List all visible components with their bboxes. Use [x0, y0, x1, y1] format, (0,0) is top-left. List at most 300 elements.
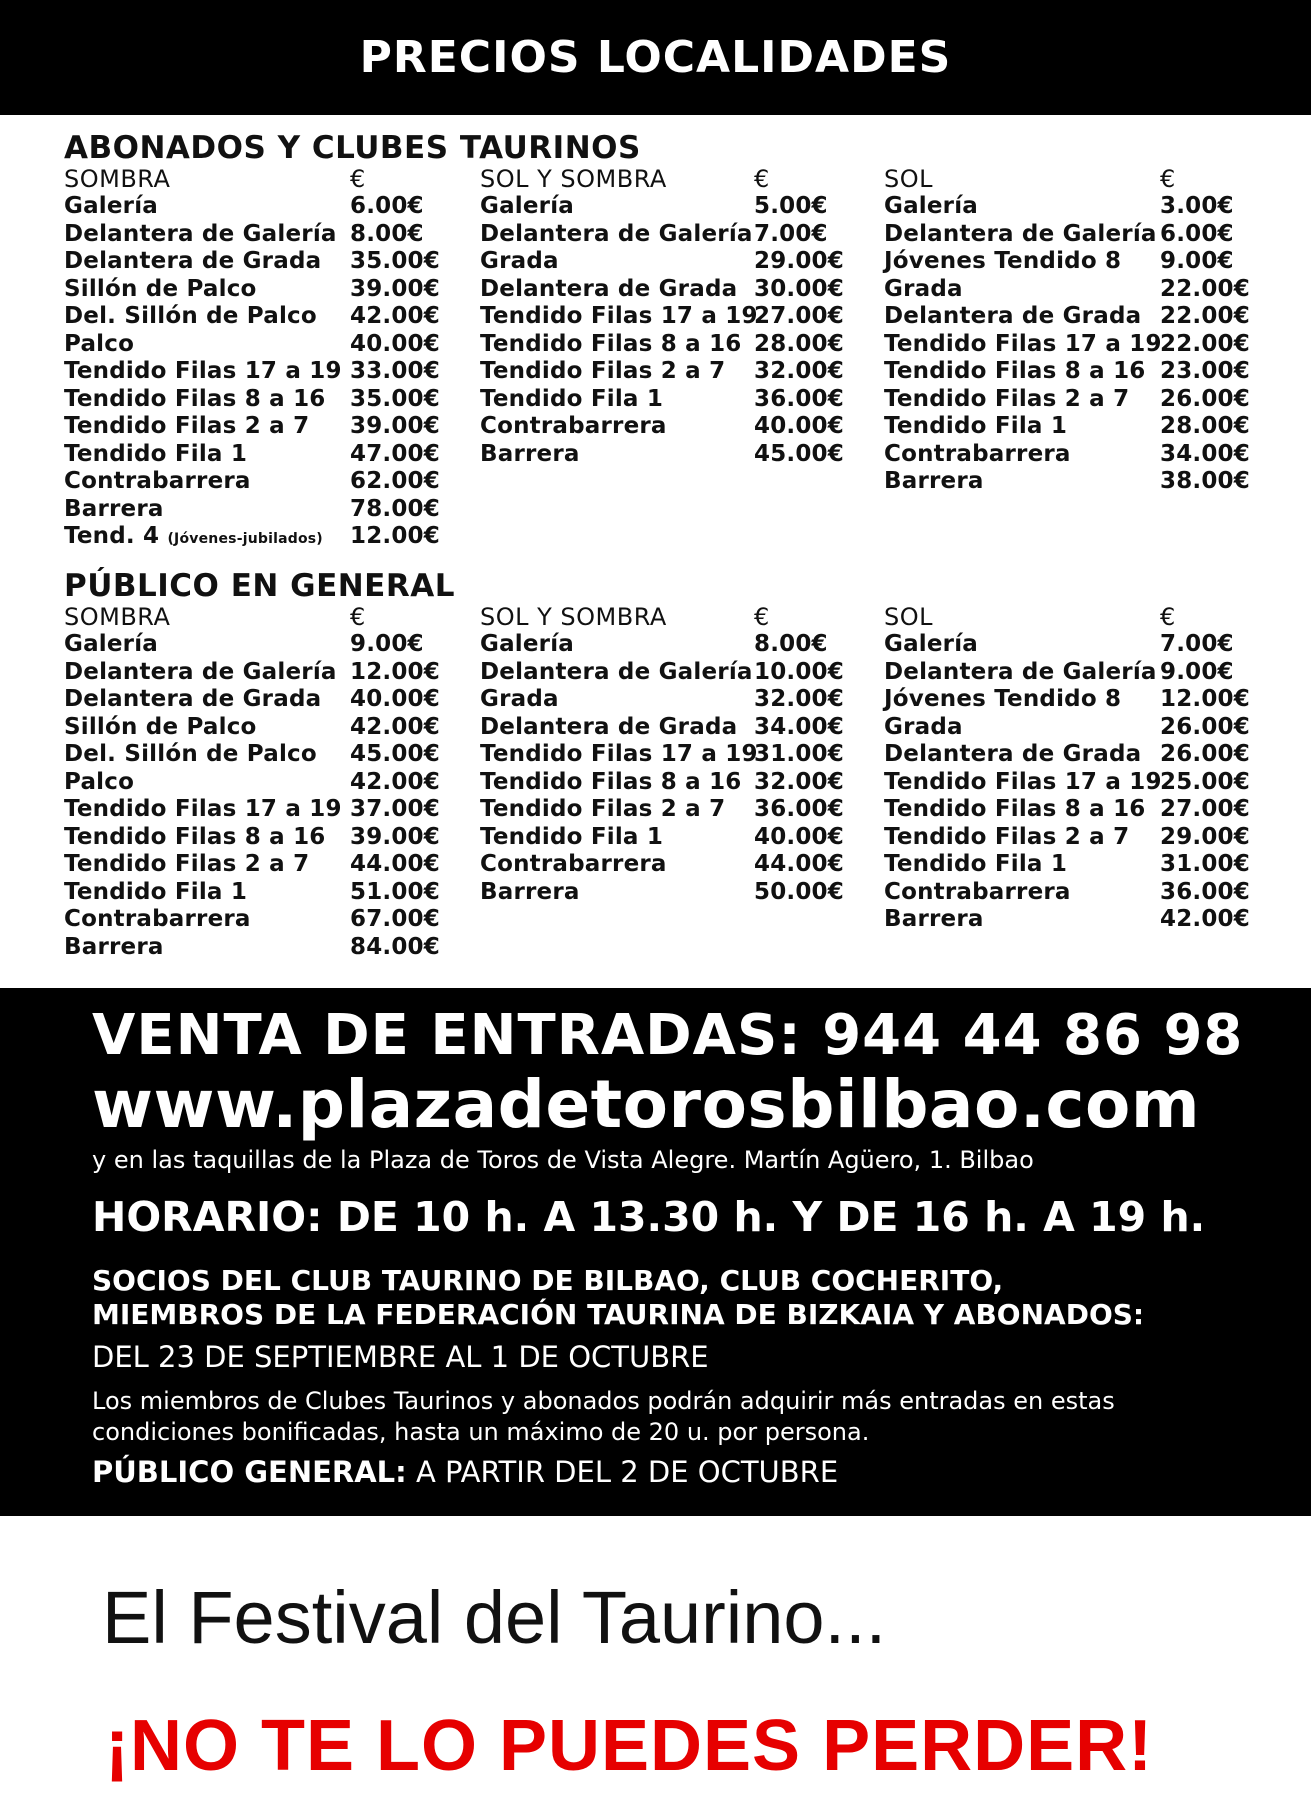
seat-name: Tendido Filas 8 a 16 [480, 768, 742, 795]
seat-price: 51.00€ [350, 878, 440, 905]
currency-header: € [350, 165, 366, 193]
seat-name: Tendido Filas 2 a 7 [480, 796, 726, 822]
price-row [480, 824, 844, 852]
price-row [64, 769, 440, 797]
seat-name: Jóvenes Tendido 8 [884, 248, 1122, 274]
seat-label [884, 686, 1160, 714]
seat-label [64, 386, 350, 414]
seat-price: 39.00€ [350, 275, 440, 302]
seat-label [64, 413, 350, 441]
seat-label [884, 824, 1160, 852]
price-row [64, 358, 440, 386]
seat-price: 44.00€ [350, 851, 440, 877]
opening-hours: HORARIO: DE 10 h. A 13.30 h. Y DE 16 h. A 19 h. [92, 1193, 1206, 1241]
members-dates: DEL 23 DE SEPTIEMBRE AL 1 DE OCTUBRE [92, 1340, 709, 1374]
seat-name: Contrabarrera [64, 906, 251, 932]
price-row [64, 796, 440, 824]
seat-name: Barrera [884, 906, 984, 932]
seat-price: 31.00€ [1160, 851, 1250, 877]
members-line-2: MIEMBROS DE LA FEDERACIÓN TAURINA DE BIZKAIA Y ABONADOS: [92, 1298, 1145, 1331]
price-row [884, 714, 1250, 742]
price-row [64, 879, 440, 907]
price-row [64, 523, 440, 554]
seat-price: 67.00€ [350, 906, 440, 932]
seat-label [64, 441, 350, 469]
seat-price: 50.00€ [754, 878, 844, 905]
price-row [884, 851, 1250, 879]
seat-price: 22.00€ [1160, 275, 1250, 302]
seat-price: 7.00€ [754, 220, 828, 247]
seat-price: 22.00€ [1160, 330, 1250, 357]
seat-label [64, 221, 350, 249]
seat-price: 35.00€ [350, 385, 440, 412]
call-to-action: ¡NO TE LO PUEDES PERDER! [105, 1706, 1154, 1786]
seat-label [480, 248, 754, 276]
seat-label [64, 331, 350, 359]
seat-label [480, 276, 754, 304]
price-row [480, 303, 844, 331]
seat-label [480, 824, 754, 852]
seat-price: 12.00€ [350, 658, 440, 685]
column-header-label: SOL [884, 165, 933, 193]
seat-price: 42.00€ [350, 713, 440, 740]
seat-price: 40.00€ [754, 823, 844, 850]
members-note: Los miembros de Clubes Taurinos y abonados podrán adquirir más entradas en estas condiciones bonificadas, hasta un máximo de 20 u. por persona. [92, 1387, 1115, 1446]
price-row [64, 686, 440, 714]
seat-label [884, 906, 1160, 934]
abonados-column-sol [884, 166, 1250, 496]
seat-price: 8.00€ [350, 220, 424, 247]
seat-name: Palco [64, 330, 135, 357]
seat-price: 22.00€ [1160, 303, 1250, 329]
seat-name: Tendido Filas 17 a 19 [480, 303, 758, 329]
price-row [64, 824, 440, 852]
publico-column-sombra [64, 604, 440, 961]
price-row [884, 221, 1250, 249]
price-row [64, 221, 440, 249]
price-row [480, 714, 844, 742]
seat-name: Tendido Filas 8 a 16 [64, 385, 326, 412]
publico-column-sol-y-sombra [480, 604, 844, 906]
seat-name: Delantera de Galería [64, 658, 337, 685]
seat-price: 39.00€ [350, 413, 440, 439]
price-row [480, 879, 844, 907]
seat-label [64, 468, 350, 496]
seat-label [884, 741, 1160, 769]
price-row [480, 331, 844, 359]
seat-price: 12.00€ [1160, 686, 1250, 712]
seat-label [480, 631, 754, 659]
seat-name: Tendido Filas 8 a 16 [884, 796, 1146, 822]
seat-price: 45.00€ [754, 440, 844, 467]
seat-name: Delantera de Galería [64, 220, 337, 247]
price-row [884, 879, 1250, 907]
seat-label [884, 769, 1160, 797]
seat-price: 42.00€ [1160, 906, 1250, 932]
seat-label [480, 686, 754, 714]
currency-header: € [1160, 603, 1176, 631]
seat-label [480, 413, 754, 441]
seat-label [884, 303, 1160, 331]
seat-name: Tendido Fila 1 [884, 851, 1068, 877]
price-tables [64, 130, 1264, 960]
seat-price: 28.00€ [754, 330, 844, 357]
seat-label [64, 879, 350, 907]
price-row [884, 413, 1250, 441]
price-row [64, 631, 440, 659]
price-row [480, 631, 844, 659]
seat-label [480, 193, 754, 221]
price-row [884, 769, 1250, 797]
seat-price: 26.00€ [1160, 713, 1250, 740]
column-header-label: SOL Y SOMBRA [480, 165, 667, 193]
seat-name: Del. Sillón de Palco [64, 741, 317, 767]
seat-label [480, 851, 754, 879]
seat-label [884, 221, 1160, 249]
seat-label [64, 934, 350, 962]
seat-label [64, 659, 350, 687]
seat-name: Galería [480, 193, 575, 219]
seat-name: Delantera de Grada [884, 303, 1142, 329]
seat-label [64, 851, 350, 879]
seat-price: 27.00€ [1160, 796, 1250, 822]
price-row [480, 386, 844, 414]
price-row [480, 193, 844, 221]
currency-header: € [754, 603, 770, 631]
seat-label [884, 358, 1160, 386]
seat-label [480, 303, 758, 331]
seat-name: Delantera de Galería [884, 658, 1157, 685]
seat-price: 26.00€ [1160, 385, 1250, 412]
seat-price: 40.00€ [350, 686, 440, 712]
price-row [480, 851, 844, 879]
seat-name: Sillón de Palco [64, 275, 257, 302]
price-row [884, 741, 1250, 769]
seat-name: Grada [480, 248, 559, 274]
seat-name: Barrera [480, 878, 580, 905]
seat-price: 32.00€ [754, 686, 844, 712]
column-header [480, 166, 844, 193]
seat-price: 29.00€ [754, 248, 844, 274]
price-row [64, 659, 440, 687]
seat-label [64, 741, 350, 769]
price-row [480, 769, 844, 797]
price-row [884, 303, 1250, 331]
seat-label [884, 659, 1160, 687]
seat-name: Delantera de Galería [480, 658, 753, 685]
publico-section [64, 568, 1250, 960]
price-row [64, 496, 440, 524]
seat-price: 9.00€ [1160, 658, 1234, 685]
column-header-label: SOMBRA [64, 603, 171, 631]
seat-note: (Jóvenes-jubilados) [167, 531, 323, 547]
seat-price: 25.00€ [1160, 768, 1250, 795]
seat-price: 40.00€ [350, 330, 440, 357]
seat-label [64, 496, 350, 524]
seat-label [64, 193, 350, 221]
seat-name: Delantera de Grada [64, 686, 322, 712]
members-line-1: SOCIOS DEL CLUB TAURINO DE BILBAO, CLUB COCHERITO, [92, 1264, 1004, 1297]
seat-label [480, 879, 754, 907]
seat-name: Tendido Filas 17 a 19 [480, 741, 758, 767]
seat-name: Barrera [884, 468, 984, 494]
column-header-label: SOL [884, 603, 933, 631]
seat-name: Contrabarrera [480, 851, 667, 877]
price-row [480, 741, 844, 769]
price-row [480, 686, 844, 714]
seat-name: Contrabarrera [480, 413, 667, 439]
seat-price: 45.00€ [350, 741, 440, 767]
price-row [64, 851, 440, 879]
seat-name: Tendido Filas 2 a 7 [64, 851, 310, 877]
seat-label [884, 441, 1160, 469]
price-row [884, 331, 1250, 359]
seat-price: 10.00€ [754, 658, 844, 685]
seat-label [480, 331, 754, 359]
seat-name: Contrabarrera [64, 468, 251, 494]
price-row [884, 631, 1250, 659]
price-row [884, 441, 1250, 469]
price-row [480, 796, 844, 824]
seat-name: Tendido Filas 2 a 7 [884, 823, 1130, 850]
seat-label [64, 714, 350, 742]
price-row [480, 358, 844, 386]
seat-name: Delantera de Galería [480, 220, 753, 247]
seat-price: 44.00€ [754, 851, 844, 877]
seat-name: Barrera [480, 440, 580, 467]
currency-header: € [754, 165, 770, 193]
seat-label [884, 193, 1160, 221]
column-header [884, 166, 1250, 193]
seat-price: 27.00€ [754, 303, 844, 329]
price-row [480, 248, 844, 276]
seat-price: 31.00€ [754, 741, 844, 767]
seat-label [64, 248, 350, 276]
seat-price: 34.00€ [754, 713, 844, 740]
seat-label [884, 879, 1160, 907]
seat-name: Galería [480, 631, 575, 657]
seat-price: 8.00€ [754, 631, 828, 657]
seat-label [884, 796, 1160, 824]
seat-price: 3.00€ [1160, 193, 1234, 219]
seat-name: Tendido Filas 17 a 19 [64, 358, 342, 384]
price-row [480, 221, 844, 249]
price-row [64, 276, 440, 304]
seat-price: 34.00€ [1160, 440, 1250, 467]
seat-name: Galería [884, 631, 979, 657]
seat-price: 36.00€ [1160, 878, 1250, 905]
column-header [884, 604, 1250, 631]
members-heading [92, 1264, 1144, 1332]
seat-price: 78.00€ [350, 495, 440, 522]
seat-label [64, 303, 350, 331]
price-row [64, 934, 440, 962]
seat-name: Tend. 4 [64, 523, 160, 549]
price-row [64, 331, 440, 359]
price-row [64, 441, 440, 469]
seat-price: 6.00€ [350, 193, 424, 219]
website-link[interactable]: www.plazadetorosbilbao.com [92, 1066, 1201, 1143]
price-row [64, 303, 440, 331]
seat-name: Tendido Filas 8 a 16 [64, 823, 326, 850]
price-row [480, 441, 844, 469]
seat-name: Sillón de Palco [64, 713, 257, 740]
seat-label [64, 906, 350, 934]
seat-name: Delantera de Grada [480, 275, 738, 302]
seat-label [64, 631, 350, 659]
column-header [480, 604, 844, 631]
column-header [64, 166, 440, 193]
general-public-sale [92, 1455, 838, 1489]
seat-price: 39.00€ [350, 823, 440, 850]
price-row [64, 468, 440, 496]
price-row [64, 413, 440, 441]
seat-price: 7.00€ [1160, 631, 1234, 657]
seat-price: 9.00€ [350, 631, 424, 657]
seat-name: Del. Sillón de Palco [64, 303, 317, 329]
seat-name: Delantera de Grada [884, 741, 1142, 767]
abonados-column-sombra [64, 166, 440, 554]
seat-label [64, 523, 350, 554]
column-header [64, 604, 440, 631]
seat-name: Contrabarrera [884, 440, 1071, 467]
box-office-address: y en las taquillas de la Plaza de Toros de Vista Alegre. Martín Agüero, 1. Bilbao [92, 1146, 1034, 1174]
seat-name: Tendido Filas 2 a 7 [64, 413, 310, 439]
seat-label [480, 659, 754, 687]
seat-name: Jóvenes Tendido 8 [884, 686, 1122, 712]
publico-title: PÚBLICO EN GENERAL [64, 568, 455, 604]
seat-label [884, 386, 1160, 414]
seat-label [480, 386, 754, 414]
abonados-column-sol-y-sombra [480, 166, 844, 468]
abonados-title: ABONADOS Y CLUBES TAURINOS [64, 130, 641, 166]
general-public-date: A PARTIR DEL 2 DE OCTUBRE [406, 1455, 839, 1489]
seat-name: Tendido Filas 17 a 19 [884, 330, 1162, 357]
seat-price: 84.00€ [350, 933, 440, 960]
price-row [884, 358, 1250, 386]
price-row [480, 276, 844, 304]
seat-name: Galería [64, 193, 159, 219]
seat-name: Contrabarrera [884, 878, 1071, 905]
seat-price: 33.00€ [350, 358, 440, 384]
price-row [884, 686, 1250, 714]
seat-label [480, 796, 754, 824]
price-row [64, 714, 440, 742]
seat-price: 9.00€ [1160, 248, 1234, 274]
seat-price: 35.00€ [350, 248, 440, 274]
seat-label [884, 631, 1160, 659]
seat-price: 12.00€ [350, 523, 440, 549]
seat-name: Galería [64, 631, 159, 657]
seat-label [884, 413, 1160, 441]
seat-price: 28.00€ [1160, 413, 1250, 439]
seat-name: Tendido Filas 2 a 7 [884, 385, 1130, 412]
price-row [884, 468, 1250, 496]
seat-label [64, 276, 350, 304]
currency-header: € [1160, 165, 1176, 193]
seat-label [480, 714, 754, 742]
seat-price: 62.00€ [350, 468, 440, 494]
seat-name: Tendido Filas 8 a 16 [884, 358, 1146, 384]
seat-price: 30.00€ [754, 275, 844, 302]
seat-label [64, 358, 350, 386]
ticket-info-box [0, 988, 1311, 1516]
page-title: PRECIOS LOCALIDADES [359, 32, 952, 83]
seat-price: 5.00€ [754, 193, 828, 219]
seat-name: Tendido Fila 1 [64, 440, 248, 467]
seat-name: Tendido Fila 1 [64, 878, 248, 905]
seat-price: 36.00€ [754, 385, 844, 412]
seat-label [480, 769, 754, 797]
seat-price: 42.00€ [350, 768, 440, 795]
seat-label [64, 796, 350, 824]
seat-price: 42.00€ [350, 303, 440, 329]
seat-price: 37.00€ [350, 796, 440, 822]
seat-price: 36.00€ [754, 796, 844, 822]
seat-label [884, 248, 1160, 276]
price-row [884, 906, 1250, 934]
ticket-phone: VENTA DE ENTRADAS: 944 44 86 98 [92, 1003, 1244, 1068]
seat-price: 47.00€ [350, 440, 440, 467]
seat-label [884, 468, 1160, 496]
seat-label [884, 331, 1160, 359]
seat-label [64, 769, 350, 797]
seat-name: Tendido Fila 1 [480, 823, 664, 850]
currency-header: € [350, 603, 366, 631]
general-public-label: PÚBLICO GENERAL: [92, 1455, 407, 1489]
seat-price: 6.00€ [1160, 220, 1234, 247]
seat-label [480, 358, 754, 386]
price-row [64, 193, 440, 221]
seat-name: Grada [884, 275, 963, 302]
price-row [884, 386, 1250, 414]
header-bar [0, 0, 1311, 115]
seat-label [64, 686, 350, 714]
seat-label [64, 824, 350, 852]
seat-name: Delantera de Grada [480, 713, 738, 740]
price-row [884, 248, 1250, 276]
seat-label [480, 221, 754, 249]
price-row [884, 193, 1250, 221]
seat-name: Barrera [64, 495, 164, 522]
seat-name: Tendido Fila 1 [884, 413, 1068, 439]
seat-name: Tendido Filas 17 a 19 [64, 796, 342, 822]
price-row [480, 413, 844, 441]
price-row [64, 248, 440, 276]
seat-label [480, 441, 754, 469]
seat-label [884, 714, 1160, 742]
seat-name: Tendido Fila 1 [480, 385, 664, 412]
seat-label [884, 276, 1160, 304]
seat-name: Delantera de Galería [884, 220, 1157, 247]
price-row [64, 386, 440, 414]
seat-name: Galería [884, 193, 979, 219]
seat-price: 29.00€ [1160, 823, 1250, 850]
seat-price: 23.00€ [1160, 358, 1250, 384]
seat-price: 32.00€ [754, 768, 844, 795]
seat-name: Tendido Filas 2 a 7 [480, 358, 726, 384]
column-header-label: SOMBRA [64, 165, 171, 193]
price-row [884, 659, 1250, 687]
price-row [480, 659, 844, 687]
abonados-section [64, 130, 1264, 549]
seat-name: Grada [480, 686, 559, 712]
seat-price: 26.00€ [1160, 741, 1250, 767]
seat-name: Grada [884, 713, 963, 740]
seat-label [884, 851, 1160, 879]
festival-slogan: El Festival del Taurino... [102, 1576, 887, 1659]
seat-price: 38.00€ [1160, 468, 1250, 494]
